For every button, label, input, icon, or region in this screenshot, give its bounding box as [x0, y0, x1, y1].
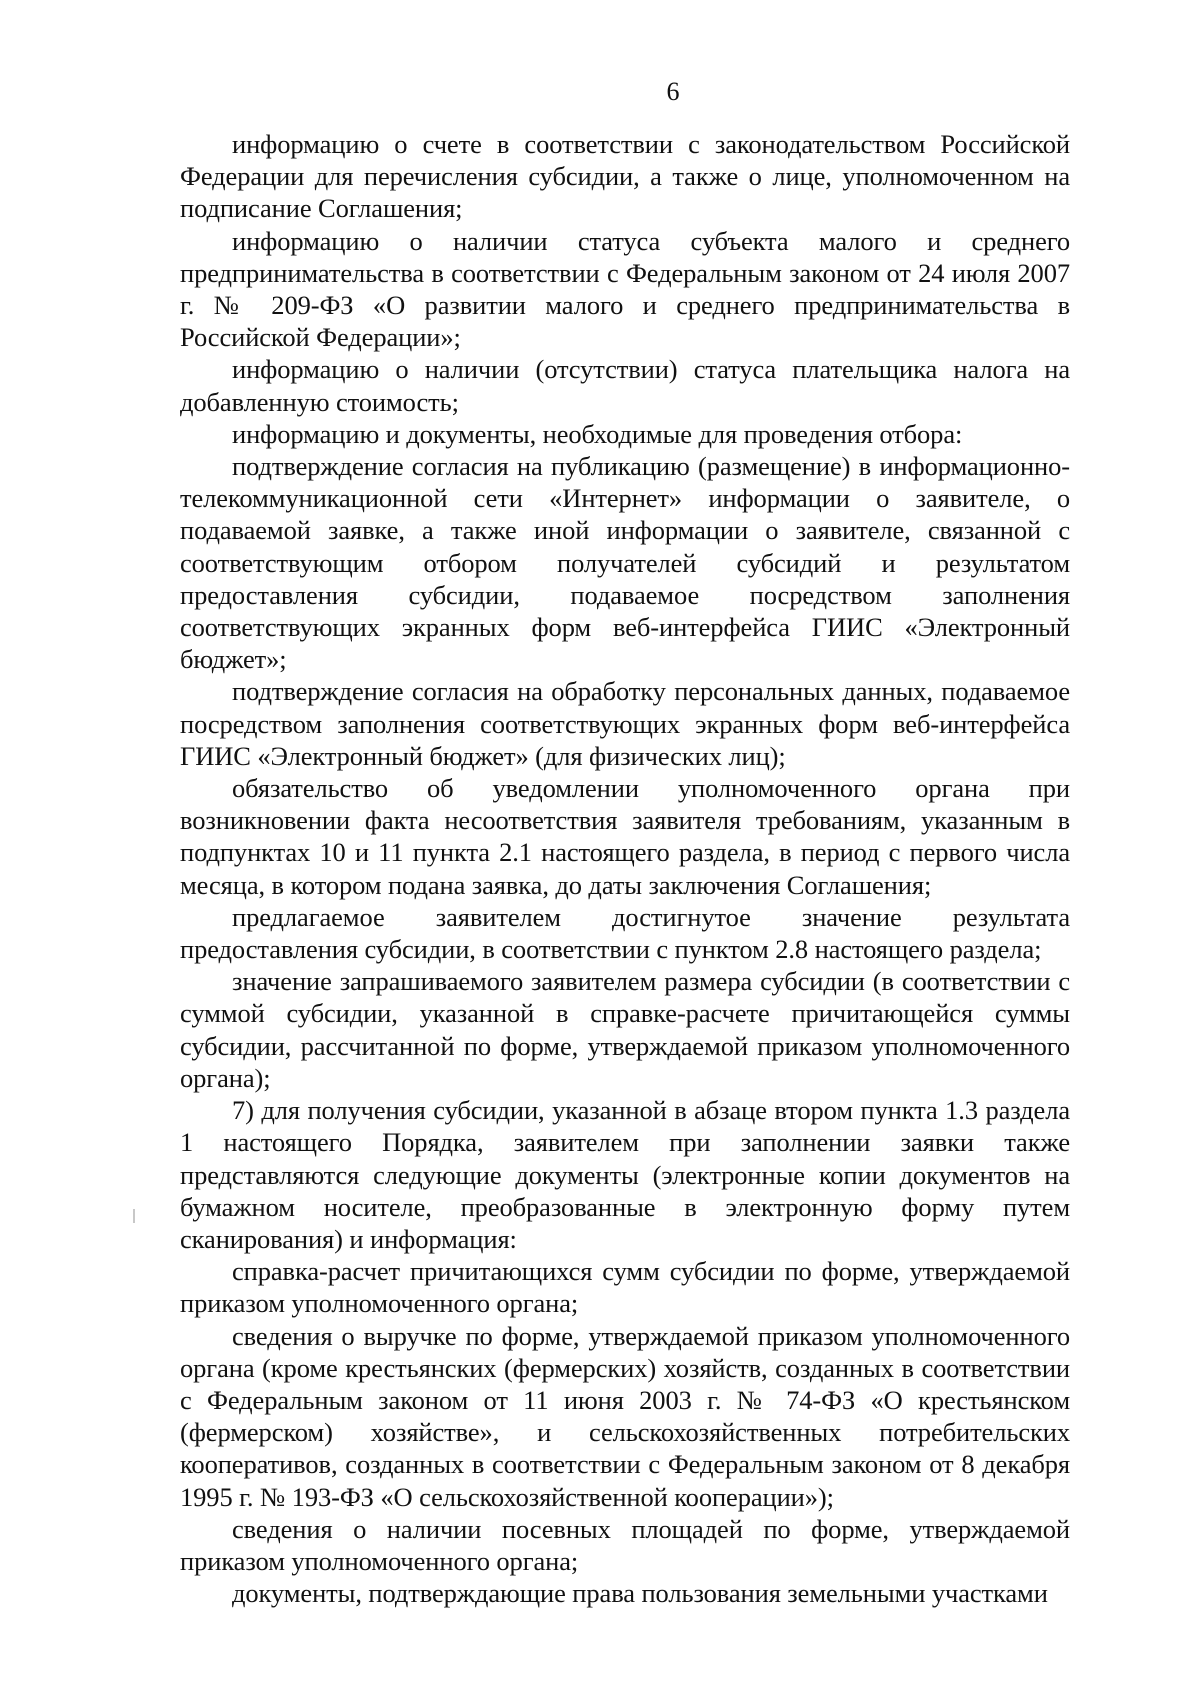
paragraph-subsidy-amount: значение запрашиваемого заявителем размера субсидии (в соответствии с суммой субсидии, указанной в справке-расчете причитающейся суммы субсидии, рассчитанной по форме, утверждаемой приказом уполномоченного органа);	[180, 966, 1070, 1093]
paragraph-result-value: предлагаемое заявителем достигнутое значение результата предоставления субсидии, в соответствии с пунктом 2.8 настоящего раздела;	[180, 901, 1070, 965]
paragraph-selection-docs: информацию и документы, необходимые для проведения отбора:	[232, 418, 963, 449]
paragraph-account-info: информацию о счете в соответствии с законодательством Российской Федерации для перечисления субсидии, а также о лице, уполномоченном на подписание Соглашения;	[180, 129, 1070, 224]
document-body	[180, 128, 1070, 1609]
paragraph-vat-status: информацию о наличии (отсутствии) статуса плательщика налога на добавленную стоимость;	[180, 354, 1070, 417]
paragraph-revenue-info: сведения о выручке по форме, утверждаемой приказом уполномоченного органа (кроме крестьянских (фермерских) хозяйств, созданных в соответствии с Федеральным законом от 11 июня 2003 г. № 74-ФЗ «О крестьянском (фермерском) хозяйстве», и сельскохозяйственных потребительских кооперативов, созданных в соответствии с Федеральным законом от 8 декабря 1995 г. № 193-ФЗ «О сельскохозяйственной кооперации»);	[180, 1320, 1070, 1512]
margin-mark	[133, 1209, 135, 1223]
paragraph-publication-consent: подтверждение согласия на публикацию (размещение) в информационно-телекоммуникационной сети «Интернет» информации о заявителе, о подаваемой заявке, а также иной информации о заявителе, связанной с соответствующим отбором получателей субсидий и результатом предоставления субсидии, подаваемое посредством заполнения соответствующих экранных форм веб-интерфейса ГИИС «Электронный бюджет»;	[180, 451, 1070, 675]
paragraph-item-7: 7) для получения субсидии, указанной в абзаце втором пункта 1.3 раздела 1 настоящего Порядка, заявителем при заполнении заявки также представляются следующие документы (электронные копии документов на бумажном носителе, преобразованные в электронную форму путем сканирования) и информация:	[180, 1095, 1070, 1254]
paragraph-notification-obligation: обязательство об уведомлении уполномоченного органа при возникновении факта несоответствия заявителя требованиям, указанным в подпунктах 10 и 11 пункта 2.1 настоящего раздела, в период с первого числа месяца, в котором подана заявка, до даты заключения Соглашения;	[180, 773, 1070, 900]
paragraph-calculation-reference: справка-расчет причитающихся сумм субсидии по форме, утверждаемой приказом уполномоченного органа;	[180, 1256, 1070, 1319]
paragraph-sown-area-info: сведения о наличии посевных площадей по форме, утверждаемой приказом уполномоченного органа;	[180, 1513, 1070, 1576]
paragraph-sme-status: информацию о наличии статуса субъекта малого и среднего предпринимательства в соответствии с Федеральным законом от 24 июля 2007 г. № 209-ФЗ «О развитии малого и среднего предпринимательства в Российской Федерации»;	[180, 225, 1070, 353]
paragraph-land-use-docs: документы, подтверждающие права пользования земельными участками	[232, 1578, 1048, 1609]
paragraph-personal-data-consent: подтверждение согласия на обработку персональных данных, подаваемое посредством заполнения соответствующих экранных форм веб-интерфейса ГИИС «Электронный бюджет» (для физических лиц);	[180, 676, 1070, 771]
page-number: 6	[666, 77, 680, 106]
